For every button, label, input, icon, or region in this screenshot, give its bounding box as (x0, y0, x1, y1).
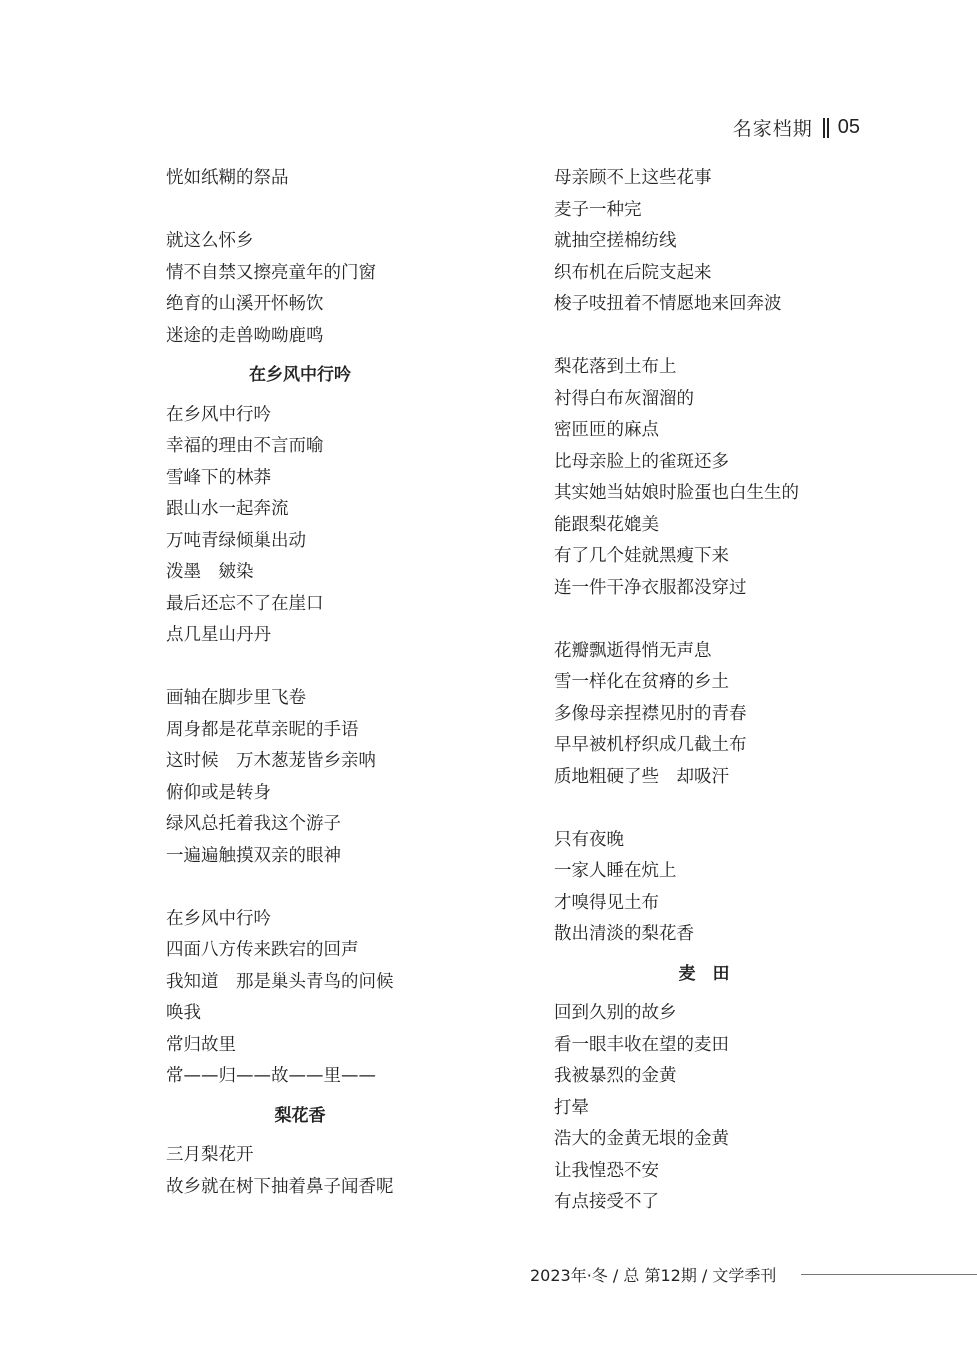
poem-line: 有了几个娃就黑瘦下来 (554, 546, 729, 566)
poem-line: 比母亲脸上的雀斑还多 (554, 451, 729, 472)
poem-line: 俯仰或是转身 (166, 782, 271, 803)
stanza (166, 400, 436, 652)
running-footer (530, 1263, 776, 1286)
poem-line: 其实她当姑娘时脸蛋也白生生的 (554, 483, 799, 503)
poem-title: 梨花香 (274, 1105, 326, 1126)
stanza (554, 163, 854, 321)
stanza (554, 352, 854, 604)
poem-line: 梨花落到土布上 (554, 357, 677, 377)
poem-line: 周身都是花草亲昵的手语 (166, 719, 359, 740)
header-separator (823, 118, 829, 138)
poem-line: 万吨青绿倾巢出动 (166, 530, 306, 551)
poem-line: 我知道 那是巢头青鸟的问候 (166, 971, 394, 992)
poem-line: 多像母亲捏襟见肘的青春 (554, 703, 747, 724)
poem-line: 画轴在脚步里飞卷 (166, 688, 306, 708)
poem-line: 我被暴烈的金黄 (554, 1066, 677, 1086)
footer-rule (801, 1274, 977, 1275)
poem-line: 就这么怀乡 (166, 231, 254, 251)
stanza (554, 998, 854, 1219)
issue-info: 2023年·冬 / 总 第12期 / 文学季刊 (530, 1266, 777, 1285)
section-title: 名家档期 (732, 118, 813, 140)
stanza (166, 683, 436, 872)
poem-line: 雪峰下的林莽 (166, 467, 271, 488)
poem-line: 迷途的走兽呦呦鹿鸣 (166, 325, 324, 346)
poem-line: 恍如纸糊的祭品 (166, 168, 289, 188)
poem-title: 麦 田 (678, 963, 730, 984)
poem-line: 密匝匝的麻点 (554, 420, 659, 440)
poem-line: 衬得白布灰溜溜的 (554, 388, 694, 409)
poem-line: 三月梨花开 (166, 1145, 254, 1165)
poem-line: 跟山水一起奔流 (166, 499, 289, 519)
stanza (166, 163, 436, 195)
right-column (554, 163, 854, 1219)
poem-line: 泼墨 皴染 (166, 562, 254, 582)
poem-line: 在乡风中行吟 (166, 908, 271, 929)
poem-line: 看一眼丰收在望的麦田 (554, 1034, 729, 1055)
stanza (166, 1140, 436, 1203)
poem-line: 打晕 (554, 1097, 589, 1118)
running-header (733, 114, 860, 141)
poem-line: 只有夜晚 (554, 829, 624, 850)
stanza (554, 825, 854, 951)
poem-line: 散出清淡的梨花香 (554, 924, 694, 944)
poem-line: 故乡就在树下抽着鼻子闻香呢 (166, 1176, 394, 1197)
poem-line: 浩大的金黄无垠的金黄 (554, 1129, 729, 1149)
poem-line: 这时候 万木葱茏皆乡亲呐 (166, 751, 376, 771)
poem-line: 幸福的理由不言而喻 (166, 436, 324, 456)
poem-line: 一家人睡在炕上 (554, 861, 677, 881)
poem-line: 绝育的山溪开怀畅饮 (166, 294, 324, 314)
poem-line: 最后还忘不了在崖口 (166, 593, 324, 614)
stanza (554, 636, 854, 794)
poem-line: 梭子吱扭着不情愿地来回奔波 (554, 294, 782, 314)
poem-line: 雪一样化在贫瘠的乡土 (554, 672, 729, 692)
poem-line: 让我惶恐不安 (554, 1160, 659, 1181)
poem-line: 质地粗硬了些 却吸汗 (554, 766, 729, 787)
left-column (166, 163, 436, 1203)
poem-line: 就抽空搓棉纺线 (554, 231, 677, 251)
poem-line: 回到久别的故乡 (554, 1003, 677, 1023)
page-number: 05 (837, 116, 860, 138)
poem-line: 一遍遍触摸双亲的眼神 (166, 845, 341, 866)
poem-line: 织布机在后院支起来 (554, 262, 712, 283)
poem-line: 情不自禁又擦亮童年的门窗 (166, 262, 376, 283)
poem-title: 在乡风中行吟 (249, 365, 351, 385)
poem-line: 常——归——故——里—— (166, 1066, 376, 1086)
poem-line: 花瓣飘逝得悄无声息 (554, 640, 712, 661)
poem-line: 常归故里 (166, 1034, 236, 1055)
stanza (166, 226, 436, 352)
poem-line: 有点接受不了 (554, 1192, 659, 1212)
poem-line: 在乡风中行吟 (166, 404, 271, 425)
poem-line: 母亲顾不上这些花事 (554, 168, 712, 188)
poem-line: 点几星山丹丹 (166, 625, 271, 645)
poem-line: 四面八方传来跌宕的回声 (166, 940, 359, 960)
poem-line: 能跟梨花媲美 (554, 514, 659, 535)
poem-line: 唤我 (166, 1003, 201, 1023)
stanza (166, 904, 436, 1093)
poem-line: 麦子一种完 (554, 199, 642, 220)
poem-line: 连一件干净衣服都没穿过 (554, 577, 747, 598)
poem-line: 绿风总托着我这个游子 (166, 814, 341, 834)
poem-line: 才嗅得见土布 (554, 892, 659, 913)
poem-line: 早早被机杼织成几截土布 (554, 735, 747, 755)
